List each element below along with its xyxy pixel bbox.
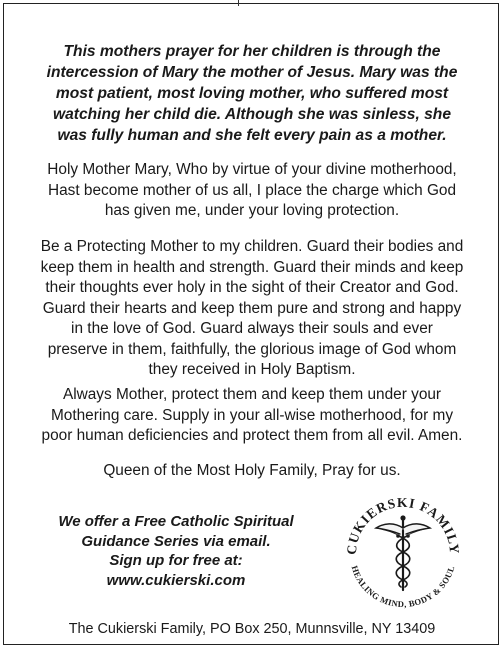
intro-line: intercession of Mary the mother of Jesus. Mary was the — [46, 64, 458, 81]
logo-top-text: CUKIERSKI FAMILY — [343, 494, 463, 556]
prayer-line: Hast become mother of us all, I place the charge which God — [47, 181, 457, 199]
prayer-paragraph-1 — [16, 160, 488, 222]
prayer-closing — [16, 461, 488, 482]
caduceus-icon — [376, 515, 430, 590]
offer-line: We offer a Free Catholic Spiritual — [58, 513, 294, 530]
intro-line: This mothers prayer for her children is through the — [63, 43, 441, 60]
intro-line: was fully human and she felt every pain as a mother. — [57, 127, 447, 144]
prayer-line: Queen of the Most Holy Family, Pray for us. — [103, 462, 401, 479]
prayer-line: Mothering care. Supply in your all-wise motherhood, for my — [50, 406, 454, 424]
intro-text — [18, 41, 486, 146]
cukierski-family-logo — [336, 482, 470, 616]
offer-line: Guidance Series via email. — [81, 532, 271, 550]
prayer-line: has given me, under your loving protection. — [104, 202, 400, 219]
intro-line: most patient, most loving mother, who suffered most — [55, 85, 449, 102]
email-offer — [48, 512, 304, 590]
intro-line: watching her child die. Although she was sinless, she — [52, 106, 451, 123]
crop-mark — [238, 0, 239, 6]
prayer-paragraph-3 — [16, 385, 488, 447]
prayer-line: Always Mother, protect them and keep them under your — [62, 386, 442, 403]
prayer-line: Guard their hearts and keep them pure and strong and happy — [42, 299, 462, 317]
logo-bottom-text: HEALING MIND, BODY & SOUL — [349, 564, 457, 610]
prayer-line: Holy Mother Mary, Who by virtue of your divine motherhood, — [47, 161, 457, 178]
prayer-line: their thoughts ever holy in the sight of their Creator and God. — [45, 279, 459, 296]
prayer-line: they received in Holy Baptism. — [148, 361, 356, 378]
website-link[interactable]: www.cukierski.com — [106, 571, 246, 589]
prayer-line: Be a Protecting Mother to my children. Guard their bodies and — [40, 238, 464, 255]
footer-address: The Cukierski Family, PO Box 250, Munnsville, NY 13409 — [68, 621, 436, 637]
prayer-line: preserve in them, faithfully, the glorious image of God whom — [47, 340, 457, 358]
prayer-line: in the love of God. Guard always their souls and ever — [71, 320, 433, 337]
offer-line: Sign up for free at: — [109, 552, 243, 569]
prayer-line: keep them in health and strength. Guard their minds and keep — [40, 258, 464, 276]
prayer-paragraph-2 — [16, 237, 488, 381]
prayer-line: poor human deficiencies and protect them from all evil. Amen. — [41, 427, 463, 444]
